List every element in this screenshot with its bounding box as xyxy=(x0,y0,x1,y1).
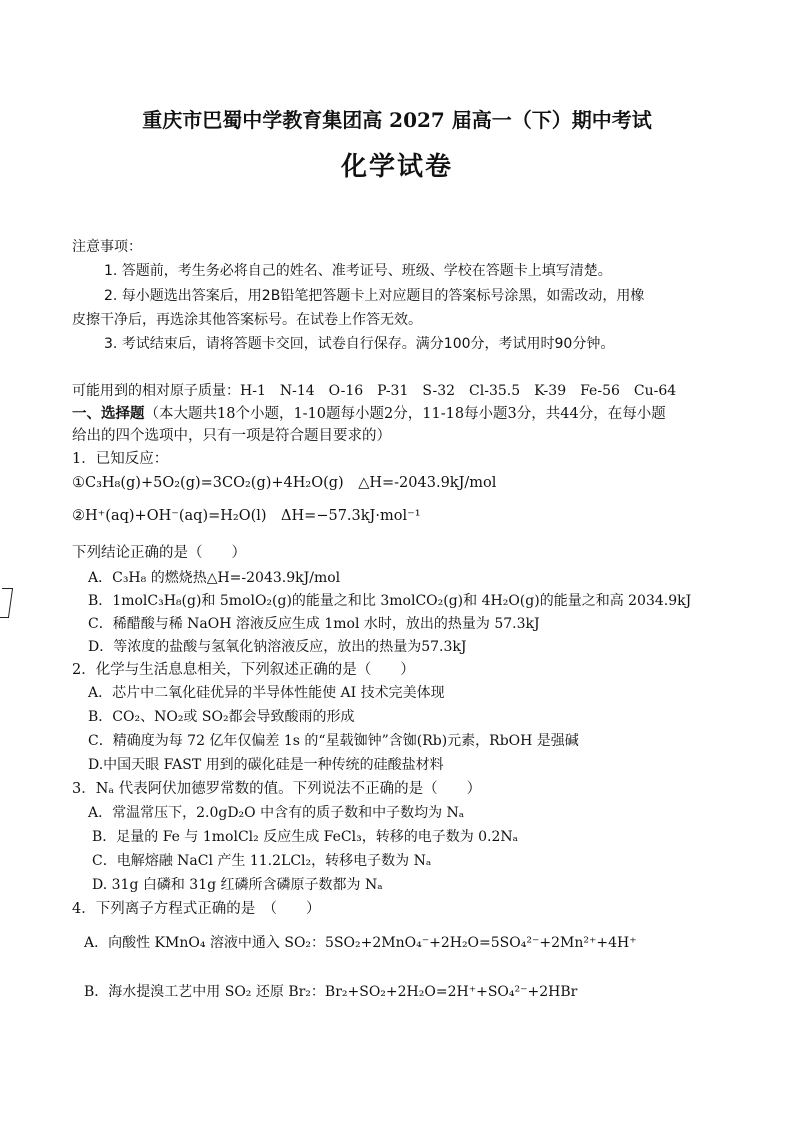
exam-title: 重庆市巴蜀中学教育集团高 2027 届高一（下）期中考试 xyxy=(142,108,652,132)
q4-option-a: A．向酸性 KMnO₄ 溶液中通入 SO₂：5SO₂+2MnO₄⁻+2H₂O=5SO₄²⁻+2Mn²⁺+4H⁺ xyxy=(84,935,637,951)
notice-item-2a: 2. 每小题选出答案后，用2B铅笔把答题卡上对应题目的答案标号涂黑，如需改动，用橡 xyxy=(104,288,645,304)
section-1-heading: 一、选择题 xyxy=(72,405,145,422)
q1-prompt: 下列结论正确的是（ ） xyxy=(72,545,246,561)
q3-option-d: D. 31g 白磷和 31g 红磷所含磷原子数都为 Nₐ xyxy=(92,877,383,893)
exam-subtitle: 化学试卷 xyxy=(340,152,453,182)
q1-option-c: C．稀醋酸与稀 NaOH 溶液反应生成 1mol 水时，放出的热量为 57.3kJ xyxy=(88,616,540,632)
notice-item-2b: 皮擦干净后，再选涂其他答案标号。在试卷上作答无效。 xyxy=(72,312,422,328)
scan-edge-mark xyxy=(0,588,13,618)
q2-option-d: D.中国天眼 FAST 用到的碳化硅是一种传统的硅酸盐材料 xyxy=(88,757,444,773)
q3-option-c: C．电解熔融 NaCl 产生 11.2LCl₂，转移电子数为 Nₐ xyxy=(92,853,432,869)
atomic-masses: 可能用到的相对原子质量：H-1 N-14 O-16 P-31 S-32 Cl-35.5 K-39 Fe-56 Cu-64 xyxy=(72,383,677,399)
q1-stem: 1．已知反应： xyxy=(72,451,169,467)
q3-option-a: A．常温常压下，2.0gD₂O 中含有的质子数和中子数均为 Nₐ xyxy=(88,805,465,821)
q4-option-b: B．海水提溴工艺中用 SO₂ 还原 Br₂：Br₂+SO₂+2H₂O=2H⁺+SO₄²⁻+2HBr xyxy=(84,984,578,1000)
q1-option-a: A．C₃H₈ 的燃烧热△H=-2043.9kJ/mol xyxy=(88,570,341,586)
section-1-desc-2: 给出的四个选项中，只有一项是符合题目要求的） xyxy=(72,428,391,444)
q1-reaction-1: ①C₃H₈(g)+5O₂(g)=3CO₂(g)+4H₂O(g) △H=-2043.9kJ/mol xyxy=(72,475,497,491)
q2-option-b: B．CO₂、NO₂或 SO₂都会导致酸雨的形成 xyxy=(88,709,355,725)
notice-item-3: 3. 考试结束后，请将答题卡交回，试卷自行保存。满分100分，考试用时90分钟。 xyxy=(104,336,615,352)
section-1-desc-1: （本大题共18个小题，1-10题每小题2分，11-18每小题3分，共44分，在每小题 xyxy=(144,406,666,422)
q3-stem: 3．Nₐ 代表阿伏加德罗常数的值。下列说法不正确的是（ ） xyxy=(72,781,482,797)
q1-reaction-2: ②H⁺(aq)+OH⁻(aq)=H₂O(l) ΔH=−57.3kJ·mol⁻¹ xyxy=(72,508,421,524)
q1-option-d: D．等浓度的盐酸与氢氧化钠溶液反应，放出的热量为57.3kJ xyxy=(88,639,467,655)
q4-stem: 4．下列离子方程式正确的是 （ ） xyxy=(72,901,321,917)
notice-item-1: 1. 答题前，考生务必将自己的姓名、准考证号、班级、学校在答题卡上填写清楚。 xyxy=(104,263,612,279)
q2-option-c: C．精确度为每 72 亿年仅偏差 1s 的“星载铷钟”含铷(Rb)元素，RbOH 是强碱 xyxy=(88,733,579,749)
q2-stem: 2．化学与生活息息相关，下列叙述正确的是（ ） xyxy=(72,662,415,678)
q2-option-a: A．芯片中二氧化硅优异的半导体性能使 AI 技术完美体现 xyxy=(88,685,445,701)
notice-heading: 注意事项： xyxy=(72,239,142,255)
q1-option-b: B．1molC₃H₈(g)和 5molO₂(g)的能量之和比 3molCO₂(g)和 4H₂O(g)的能量之和高 2034.9kJ xyxy=(88,593,692,609)
section-1-line-1 xyxy=(72,405,666,423)
q3-option-b: B．足量的 Fe 与 1molCl₂ 反应生成 FeCl₃，转移的电子数为 0.2Nₐ xyxy=(92,829,519,845)
